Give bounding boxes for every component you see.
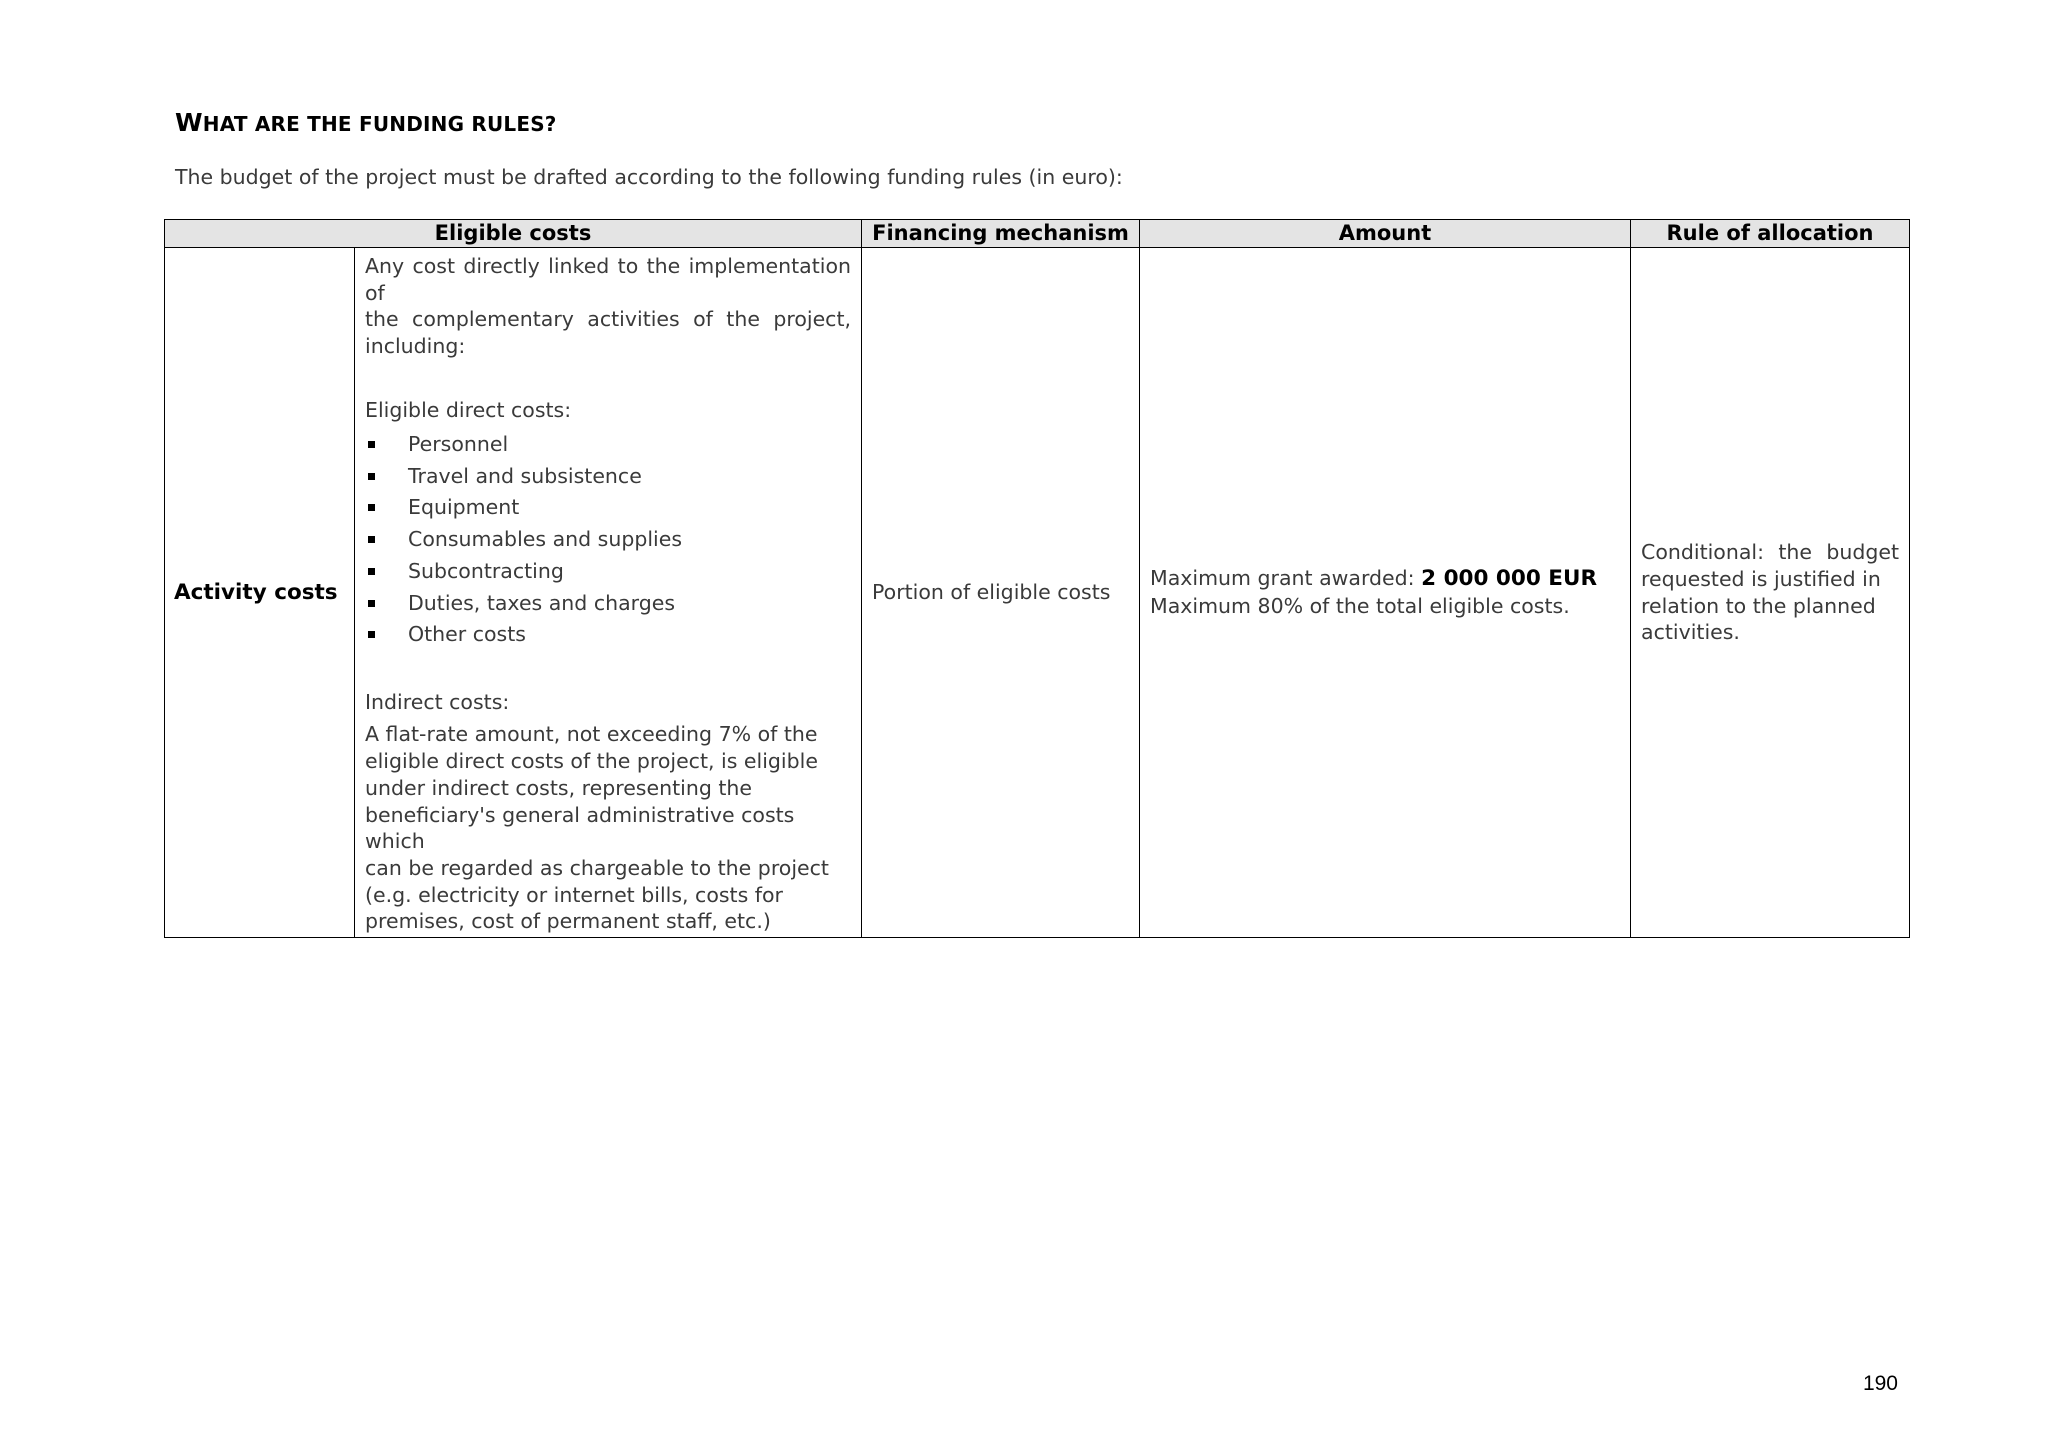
intro-text: The budget of the project must be drafted according to the following funding rules (in euro): <box>175 165 1123 189</box>
row-label-activity-costs: Activity costs <box>165 248 355 938</box>
header-amount: Amount <box>1140 220 1631 248</box>
indirect-costs-text <box>365 721 851 935</box>
financing-mechanism-cell: Portion of eligible costs <box>862 248 1140 938</box>
indirect-line: (e.g. electricity or internet bills, costs for <box>365 882 783 907</box>
eligible-intro-line: the complementary activities of the project, <box>365 307 852 331</box>
bullet-icon <box>368 568 375 575</box>
list-item <box>365 492 851 524</box>
direct-costs-title: Eligible direct costs: <box>365 398 572 422</box>
list-item <box>365 556 851 588</box>
list-item-label: Travel and subsistence <box>408 463 642 488</box>
bullet-icon <box>368 473 375 480</box>
bullet-icon <box>368 600 375 607</box>
list-item-label: Other costs <box>408 622 526 647</box>
indirect-line: can be regarded as chargeable to the project <box>365 855 829 880</box>
bullet-icon <box>368 441 375 448</box>
allocation-line: relation to the planned <box>1641 593 1876 618</box>
list-item-label: Personnel <box>408 432 509 456</box>
list-item-label: Duties, taxes and charges <box>408 590 676 615</box>
amount-value: 2 000 000 EUR <box>1421 566 1597 592</box>
allocation-line: activities. <box>1641 620 1740 645</box>
amount-prefix: Maximum grant awarded: <box>1150 566 1422 591</box>
heading-initial: W <box>175 108 203 137</box>
amount-line-1 <box>1150 565 1620 593</box>
list-item <box>365 524 851 556</box>
funding-rules-table <box>164 219 1910 938</box>
list-item-label: Consumables and supplies <box>408 527 683 552</box>
list-item <box>365 588 851 620</box>
bullet-icon <box>368 504 375 511</box>
indirect-line: eligible direct costs of the project, is eligible <box>365 749 818 774</box>
indirect-line: under indirect costs, representing the <box>365 775 752 800</box>
amount-cell <box>1140 248 1631 938</box>
indirect-line: premises, cost of permanent staff, etc.) <box>365 909 771 934</box>
eligible-intro-line: including: <box>365 333 466 358</box>
eligible-costs-cell <box>355 248 862 938</box>
amount-line-2: Maximum 80% of the total eligible costs. <box>1150 594 1570 619</box>
list-item <box>365 461 851 493</box>
heading-rest: HAT ARE THE FUNDING RULES? <box>202 112 557 136</box>
section-heading <box>175 108 557 137</box>
indirect-line: A flat-rate amount, not exceeding 7% of the <box>365 722 818 747</box>
list-item-label: Subcontracting <box>408 558 564 583</box>
table-header-row <box>165 220 1910 248</box>
header-eligible-costs: Eligible costs <box>165 220 862 248</box>
page-number: 190 <box>1862 1372 1898 1395</box>
indirect-costs-title: Indirect costs: <box>365 689 510 714</box>
bullet-icon <box>368 536 375 543</box>
bullet-icon <box>368 631 375 638</box>
indirect-line: beneficiary's general administrative costs which <box>365 802 795 854</box>
list-item <box>365 429 851 461</box>
eligible-intro-line: Any cost directly linked to the implementation of <box>365 254 852 305</box>
allocation-line: Conditional: the budget <box>1641 540 1900 565</box>
header-rule-of-allocation: Rule of allocation <box>1631 220 1910 248</box>
list-item <box>365 619 851 651</box>
header-financing-mechanism: Financing mechanism <box>862 220 1140 248</box>
direct-costs-list <box>365 429 851 651</box>
rule-of-allocation-cell <box>1631 248 1910 938</box>
table-row <box>165 248 1910 938</box>
list-item-label: Equipment <box>408 495 520 520</box>
allocation-line: requested is justified in <box>1641 566 1881 591</box>
